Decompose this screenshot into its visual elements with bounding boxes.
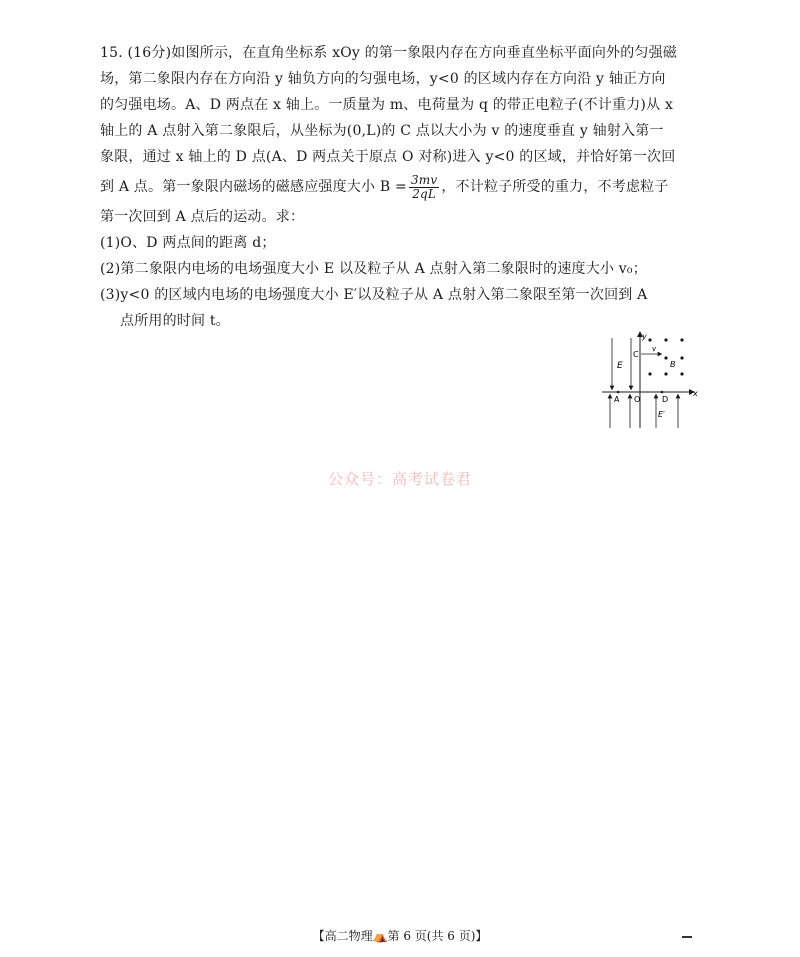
question-1: (1)O、D 两点间的距离 d；: [100, 235, 276, 251]
label-a: A: [614, 395, 620, 404]
question-2: (2)第二象限内电场的电场强度大小 E 以及粒子从 A 点射入第二象限时的速度大小 v₀；: [100, 261, 647, 277]
label-y: y: [642, 332, 647, 341]
label-o: O: [634, 395, 641, 404]
corner-mark: [682, 936, 692, 938]
field-diagram: [600, 330, 700, 430]
problem-line-3: 的匀强电场。A、D 两点在 x 轴上。一质量为 m、电荷量为 q 的带正电粒子(不计重力)从 x: [100, 97, 674, 113]
point-d-dot: [661, 391, 664, 394]
problem-line-2: 场，第二象限内存在方向沿 y 轴负方向的匀强电场，y<0 的区域内存在方向沿 y 轴正方向: [100, 71, 666, 87]
problem-15: [100, 40, 700, 334]
label-e-prime: E′: [658, 410, 665, 419]
problem-line-6: [100, 170, 700, 204]
label-d: D: [662, 395, 669, 404]
magnetic-field-dots: [648, 338, 683, 375]
problem-line-4: 轴上的 A 点射入第二象限后，从坐标为(0,L)的 C 点以大小为 v 的速度垂直 y 轴射入第一: [100, 123, 664, 139]
page-footer: 【高二物理⛺第 6 页(共 6 页)】: [312, 929, 488, 943]
problem-line-1: 15. (16分)如图所示，在直角坐标系 xOy 的第一象限内存在方向垂直坐标平面向外的匀强磁: [100, 45, 678, 61]
question-3-line-1: (3)y<0 的区域内电场的电场强度大小 E′以及粒子从 A 点射入第二象限至第一次回到 A: [100, 287, 648, 303]
label-b: B: [670, 360, 676, 369]
line6-before: 到 A 点。第一象限内磁场的磁感应强度大小 B =: [100, 179, 407, 195]
label-e: E: [617, 361, 623, 371]
point-a-dot: [617, 391, 620, 394]
line6-after: ，不计粒子所受的重力，不考虑粒子: [441, 179, 669, 195]
label-x: x: [693, 389, 698, 398]
watermark: 公众号：高考试卷君: [327, 470, 472, 488]
label-c: C: [633, 350, 639, 359]
b-numerator: 3mv: [410, 172, 438, 187]
b-fraction: [409, 174, 439, 201]
problem-line-5: 象限，通过 x 轴上的 D 点(A、D 两点关于原点 O 对称)进入 y<0 的区域，并恰好第一次回: [100, 149, 676, 165]
b-denominator: 2qL: [412, 186, 437, 201]
problem-line-7: 第一次回到 A 点后的运动。求：: [100, 209, 305, 225]
label-v: v: [652, 345, 657, 353]
question-3-line-2: 点所用的时间 t。: [120, 313, 230, 329]
